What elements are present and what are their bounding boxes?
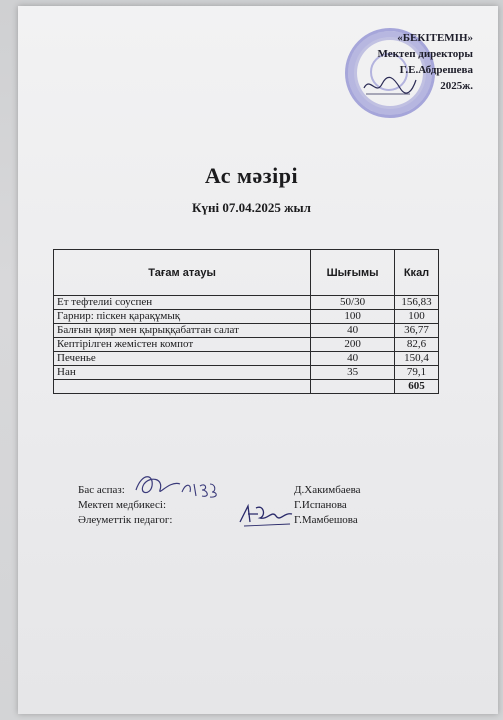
handwritten-signature-pedagogue [236, 500, 296, 530]
total-empty-cell [54, 380, 311, 394]
document-date: Күні 07.04.2025 жыл [192, 200, 311, 215]
column-header-kcal: Ккал [395, 250, 439, 296]
signature-role: Мектеп медбикесі: [78, 499, 167, 511]
dish-name: Балғын қияр мен қырыққабаттан салат [54, 324, 311, 338]
signature-role: Әлеуметтік педагог: [78, 514, 173, 526]
dish-name: Ет тефтелиі соуспен [54, 296, 311, 310]
dish-kcal: 82,6 [395, 338, 439, 352]
dish-name: Гарнир: піскен қарақұмық [54, 310, 311, 324]
dish-yield: 40 [311, 352, 395, 366]
dish-kcal: 36,77 [395, 324, 439, 338]
approval-position: Мектеп директоры [377, 48, 473, 60]
dish-yield: 100 [311, 310, 395, 324]
dish-yield: 40 [311, 324, 395, 338]
total-empty-cell [311, 380, 395, 394]
table-row [54, 324, 439, 338]
dish-name: Печенье [54, 352, 311, 366]
table-total-row [54, 380, 439, 394]
dish-name: Кептірілген жемістен компот [54, 338, 311, 352]
column-header-dish: Тағам атауы [54, 250, 311, 296]
dish-kcal: 100 [395, 310, 439, 324]
dish-kcal: 150,4 [395, 352, 439, 366]
dish-yield: 35 [311, 366, 395, 380]
signature-name: Г.Испанова [294, 499, 347, 511]
dish-name: Нан [54, 366, 311, 380]
dish-yield: 50/30 [311, 296, 395, 310]
handwritten-signature-nurse [180, 478, 220, 500]
handwritten-signature-director [360, 70, 420, 100]
menu-table [53, 249, 439, 394]
signature-name: Д.Хакимбаева [294, 484, 361, 496]
signature-role: Бас аспаз: [78, 484, 125, 496]
table-row [54, 366, 439, 380]
signature-name: Г.Мамбешова [294, 514, 358, 526]
approval-director-name: Г.Е.Абдрешева [399, 64, 473, 76]
dish-kcal: 156,83 [395, 296, 439, 310]
table-row [54, 352, 439, 366]
signature-row-chef [78, 483, 408, 498]
page-title: Ас мәзірі [204, 163, 299, 188]
dish-kcal: 79,1 [395, 366, 439, 380]
table-row [54, 310, 439, 324]
dish-yield: 200 [311, 338, 395, 352]
approval-heading: «БЕКІТЕМІН» [397, 32, 473, 44]
approval-year: 2025ж. [440, 80, 473, 92]
total-kcal: 605 [395, 380, 439, 394]
table-header-row [54, 250, 439, 296]
column-header-yield: Шығымы [311, 250, 395, 296]
table-row [54, 338, 439, 352]
table-row [54, 296, 439, 310]
